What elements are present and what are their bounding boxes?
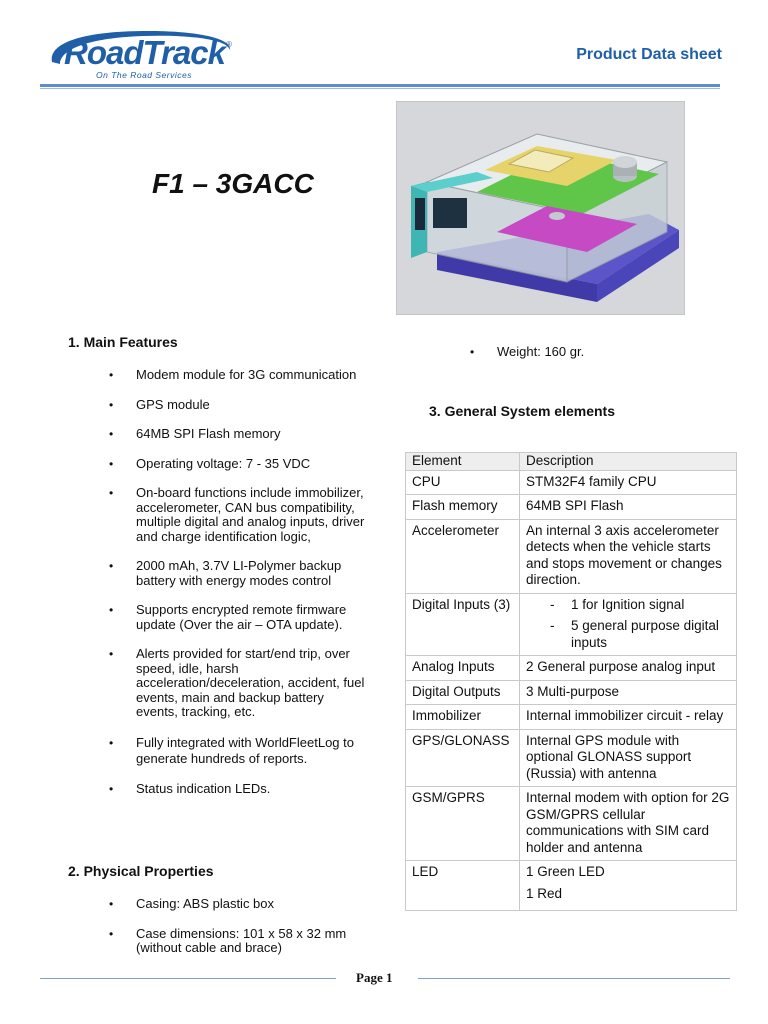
column-header-description: Description (520, 453, 737, 471)
cell-element: Immobilizer (406, 705, 520, 730)
table-row (406, 519, 737, 593)
cell-description: 2 General purpose analog input (520, 656, 737, 681)
page-number: Page 1 (356, 970, 393, 985)
column-header-element: Element (406, 453, 520, 471)
cell-description: STM32F4 family CPU (520, 470, 737, 495)
cell-element: Digital Inputs (3) (406, 593, 520, 656)
cell-description: 64MB SPI Flash (520, 495, 737, 520)
cell-element: GPS/GLONASS (406, 729, 520, 787)
cell-description: Internal GPS module with optional GLONASS support (Russia) with antenna (520, 729, 737, 787)
header-divider (40, 84, 720, 87)
led-line: 1 Red (526, 885, 563, 901)
cell-element: LED (406, 861, 520, 911)
list-item: - 5 general purpose digital inputs (526, 618, 730, 651)
cell-description: An internal 3 axis accelerometer detects when the vehicle starts and stops movement or changes direction. (520, 519, 737, 593)
cell-description (520, 593, 737, 656)
cell-element: Accelerometer (406, 519, 520, 593)
cell-element: Digital Outputs (406, 680, 520, 705)
product-render-image (396, 101, 685, 315)
logo-wordmark: RoadTrack (64, 34, 225, 71)
footer-divider-left (40, 978, 336, 979)
cell-element: CPU (406, 470, 520, 495)
cell-element: Analog Inputs (406, 656, 520, 681)
cell-element: Flash memory (406, 495, 520, 520)
table-row (406, 729, 737, 787)
cell-description: Internal modem with option for 2G GSM/GPRS cellular communications with SIM card holder and antenna (520, 787, 737, 861)
list-item: - 1 for Ignition signal (526, 597, 730, 614)
list-item: • GPS module (136, 398, 368, 413)
cell-description (520, 861, 737, 911)
list-item: • Case dimensions: 101 x 58 x 32 mm (without cable and brace) (136, 927, 368, 956)
physical-properties-list-continued (497, 345, 727, 360)
main-features-list (136, 368, 368, 796)
cell-description: 3 Multi-purpose (520, 680, 737, 705)
table-row (406, 593, 737, 656)
section-heading-main-features: 1. Main Features (68, 334, 178, 350)
logo-registered-mark: ® (226, 40, 232, 49)
table-row (406, 470, 737, 495)
list-item: • 2000 mAh, 3.7V LI-Polymer backup battery with energy modes control (136, 559, 368, 588)
digital-inputs-list (526, 597, 730, 652)
list-item: • Modem module for 3G communication (136, 368, 368, 383)
product-title: F1 – 3GACC (152, 168, 314, 199)
list-item: • Fully integrated with WorldFleetLog to generate hundreds of reports. (136, 735, 368, 767)
table-row (406, 705, 737, 730)
list-item: • Supports encrypted remote firmware update (Over the air – OTA update). (136, 603, 368, 632)
list-item: • Alerts provided for start/end trip, over speed, idle, harsh acceleration/deceleration, accident, fuel events, main and backup battery events, tracking, etc. (136, 647, 368, 720)
table-row (406, 656, 737, 681)
system-elements-table (405, 452, 737, 911)
table-header-row (406, 453, 737, 471)
list-item: • Status indication LEDs. (136, 782, 368, 797)
list-item: • Casing: ABS plastic box (136, 897, 368, 912)
header-divider-thin (40, 88, 720, 89)
table-row (406, 495, 737, 520)
physical-properties-list (136, 897, 368, 956)
company-logo (46, 28, 236, 84)
list-item: • On-board functions include immobilizer, accelerometer, CAN bus compatibility, multiple digital and analog inputs, driver and charge identification logic, (136, 486, 368, 544)
cell-element: GSM/GPRS (406, 787, 520, 861)
list-item: • 64MB SPI Flash memory (136, 427, 368, 442)
logo-tagline: On The Road Services (96, 70, 192, 80)
footer-divider-right (418, 978, 730, 979)
led-line: 1 Green LED (526, 864, 605, 879)
table-row (406, 680, 737, 705)
document-type-title: Product Data sheet (576, 46, 722, 63)
section-heading-general-system: 3. General System elements (429, 403, 615, 419)
table-row (406, 861, 737, 911)
table-row (406, 787, 737, 861)
list-item: • Weight: 160 gr. (497, 345, 727, 360)
section-heading-physical-properties: 2. Physical Properties (68, 863, 214, 879)
cell-description: Internal immobilizer circuit - relay (520, 705, 737, 730)
list-item: • Operating voltage: 7 - 35 VDC (136, 457, 368, 472)
